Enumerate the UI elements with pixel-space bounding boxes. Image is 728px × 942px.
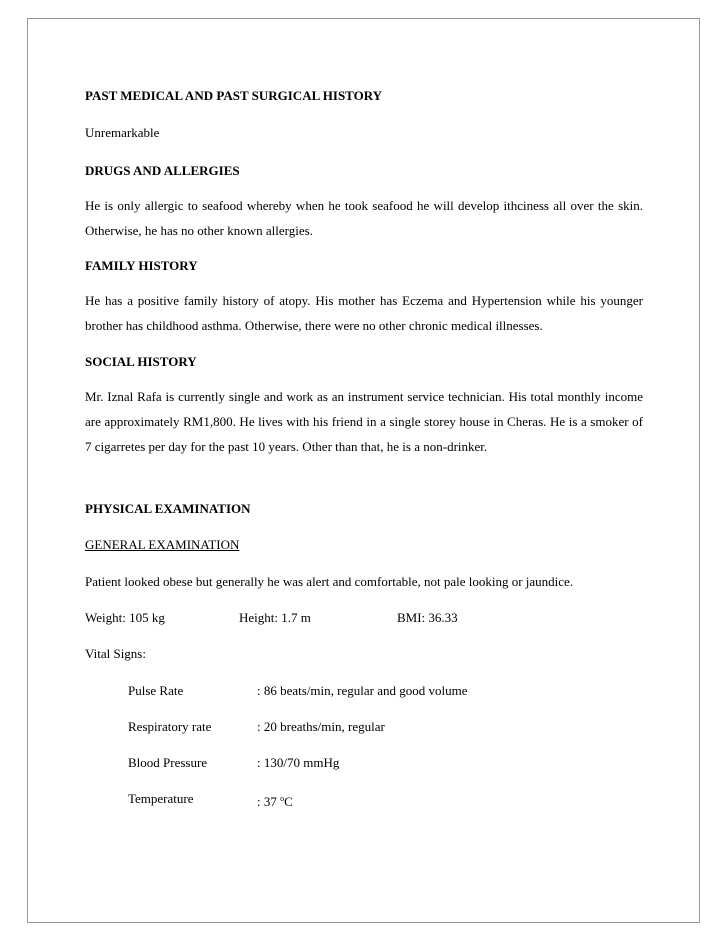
vital-pulse-label: Pulse Rate [128, 683, 184, 698]
social-history-text: Mr. Iznal Rafa is currently single and work as an instrument service technician. His total monthly income are approximately RM1,800. He lives with his friend in a single storey house in Cheras. He is a smoker of 7 cigarretes per day for the past 10 years. Other than that, he is a non-drinker. [85, 389, 643, 454]
vital-temperature-label: Temperature [128, 791, 194, 806]
vital-temperature-value [257, 791, 293, 810]
degree-symbol: o [280, 794, 285, 803]
past-history-text: Unremarkable [85, 125, 160, 140]
bmi-value: BMI: 36.33 [397, 610, 458, 625]
temperature-number: : 37 [257, 794, 281, 809]
weight-value: Weight: 105 kg [85, 610, 165, 625]
vital-respiratory-label: Respiratory rate [128, 719, 212, 734]
family-history-heading: FAMILY HISTORY [85, 258, 198, 273]
social-history-heading: SOCIAL HISTORY [85, 354, 197, 369]
physical-examination-heading: PHYSICAL EXAMINATION [85, 501, 251, 516]
drugs-allergies-text: He is only allergic to seafood whereby when he took seafood he will develop ithciness all over the skin. Otherwise, he has no other known allergies. [85, 198, 643, 238]
past-history-heading: PAST MEDICAL AND PAST SURGICAL HISTORY [85, 88, 383, 103]
family-history-text: He has a positive family history of atopy. His mother has Eczema and Hypertension while his younger brother has childhood asthma. Otherwise, there were no other chronic medical illnesses. [85, 293, 643, 333]
vital-pulse-value: : 86 beats/min, regular and good volume [257, 683, 468, 698]
vital-signs-label: Vital Signs: [85, 646, 146, 661]
height-value: Height: 1.7 m [239, 610, 311, 625]
temperature-unit: C [284, 794, 293, 809]
vital-bp-value: : 130/70 mmHg [257, 755, 340, 770]
general-examination-subheading: GENERAL EXAMINATION [85, 537, 240, 552]
vital-respiratory-value: : 20 breaths/min, regular [257, 719, 385, 734]
page-border [27, 18, 700, 923]
vital-bp-label: Blood Pressure [128, 755, 208, 770]
drugs-allergies-heading: DRUGS AND ALLERGIES [85, 163, 240, 178]
general-examination-text: Patient looked obese but generally he was alert and comfortable, not pale looking or jaundice. [85, 574, 574, 589]
